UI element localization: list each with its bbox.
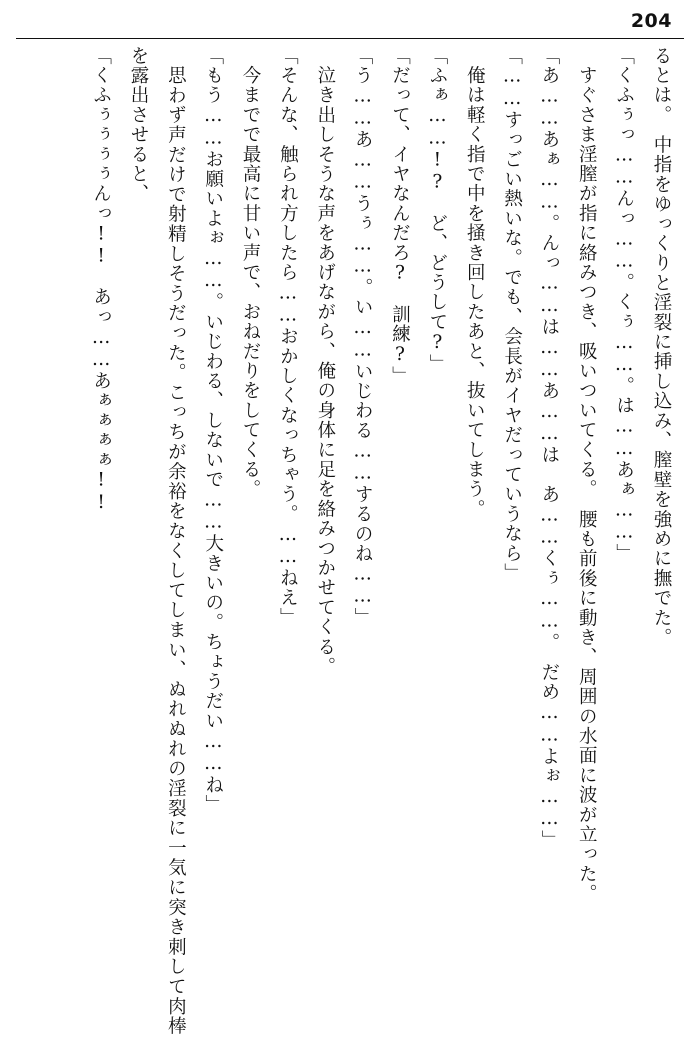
- page-number: 204: [630, 10, 672, 32]
- body-paragraph: 「……すっごい熱いな。でも、会長がイヤだっていうなら」: [501, 46, 523, 583]
- body-paragraph: 「あ……あぁ……。んっ……は……あ……は あ……くぅ……。 だめ……よぉ……」: [538, 46, 560, 851]
- body-paragraph: るとは。 中指をゆっくりと淫裂に挿し込み、膣壁を強めに撫でた。: [651, 46, 672, 648]
- body-paragraph: 俺は軽く指で中を掻き回したあと、抜いてしまう。: [464, 46, 486, 519]
- body-paragraph: 「そんな、触られ方したら……おかしくなっちゃう。……ねえ」: [277, 46, 299, 628]
- body-paragraph: 今までで最高に甘い声で、おねだりをしてくる。: [240, 46, 262, 500]
- body-paragraph: 「ふぁ……!? ど、どうして?」: [426, 46, 448, 374]
- body-paragraph: 「だって、イヤなんだろ? 訓練?」: [389, 46, 411, 386]
- header-divider: [16, 38, 684, 39]
- page-body-text: [18, 46, 680, 1036]
- body-paragraph: すぐさま淫膣が指に絡みつき、吸いついてくる。 腰も前後に動き、周囲の水面に波が立った。: [576, 46, 598, 904]
- body-paragraph: 「くふぅっ……んっ……。くぅ……。は……あぁ……」: [613, 46, 635, 564]
- body-paragraph: 「もう……お願いよぉ……。いじわる、しないで……大きいの。ちょうだい……ね」: [202, 46, 224, 815]
- body-paragraph: 「くふぅぅぅぅんっ!! あっ……あぁぁぁぁ!!: [90, 46, 112, 515]
- body-paragraph: 思わず声だけで射精しそうだった。こっちが余裕をなくしてしまい、ぬれぬれの淫裂に一気に突き刺して肉棒を露出させると、: [127, 46, 187, 1036]
- body-paragraph: 泣き出しそうな声をあげながら、俺の身体に足を絡みつかせてくる。: [314, 46, 336, 677]
- body-paragraph: 「う……あ……うぅ……。い……いじわる……するのね……」: [352, 46, 374, 628]
